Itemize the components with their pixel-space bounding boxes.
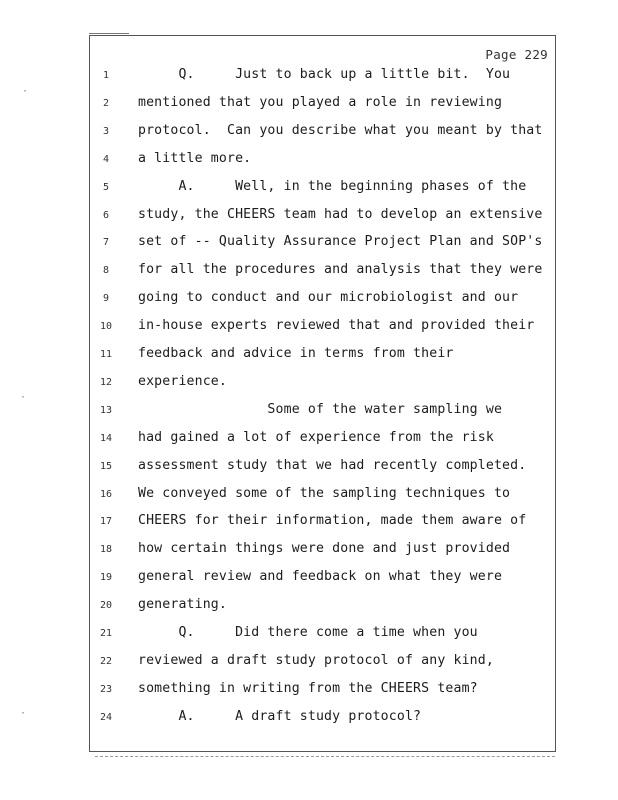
line-text: study, the CHEERS team had to develop an extensive: [138, 206, 543, 222]
transcript-line: [0, 597, 560, 617]
line-number: 17: [99, 516, 113, 528]
transcript-line: [0, 374, 560, 394]
bottom-rule: [95, 756, 555, 757]
line-number: 18: [99, 544, 113, 556]
line-number: 10: [99, 321, 113, 333]
transcript-line: [0, 318, 560, 338]
line-text: for all the procedures and analysis that they were: [138, 262, 543, 278]
line-number: 19: [99, 572, 113, 584]
line-text: mentioned that you played a role in reviewing: [138, 94, 503, 110]
line-number: 14: [99, 432, 113, 444]
line-text: A. A draft study protocol?: [138, 708, 422, 724]
transcript-line: [0, 123, 560, 143]
line-text: reviewed a draft study protocol of any kind,: [138, 652, 494, 668]
line-text: in-house experts reviewed that and provided their: [138, 318, 535, 334]
line-number: 2: [102, 97, 110, 109]
line-number: 16: [99, 488, 113, 500]
line-text: CHEERS for their information, made them aware of: [138, 513, 527, 529]
transcript-line: [0, 67, 560, 87]
margin-speck: ·: [20, 708, 27, 719]
line-number: 15: [99, 460, 113, 472]
margin-speck: ·: [22, 86, 29, 97]
line-text: general review and feedback on what they were: [138, 569, 503, 585]
line-number: 22: [99, 655, 113, 667]
transcript-line: [0, 430, 560, 450]
line-number: 11: [99, 349, 113, 360]
line-text: A. Well, in the beginning phases of the: [138, 178, 527, 194]
line-text: set of -- Quality Assurance Project Plan and SOP's: [138, 234, 543, 250]
line-number: 1: [102, 70, 110, 81]
line-number: 7: [102, 237, 110, 249]
transcript-line: [0, 513, 560, 533]
line-number: 12: [99, 376, 113, 388]
transcript-line: [0, 486, 560, 506]
line-number: 3: [102, 125, 110, 137]
transcript-line: [0, 625, 560, 645]
line-number: 8: [102, 265, 110, 277]
line-text: Q. Did there come a time when you: [138, 625, 478, 640]
transcript-line: [0, 151, 560, 171]
transcript-line: [0, 541, 560, 561]
line-number: 5: [102, 181, 110, 193]
line-text: Q. Just to back up a little bit. You: [138, 67, 511, 82]
transcript-line: [0, 346, 560, 366]
transcript-line: [0, 653, 560, 673]
line-number: 4: [102, 153, 110, 165]
line-text: had gained a lot of experience from the risk: [138, 429, 494, 445]
line-text: We conveyed some of the sampling techniques to: [138, 485, 511, 501]
line-number: 9: [102, 293, 110, 305]
line-text: something in writing from the CHEERS team?: [138, 680, 478, 696]
line-number: 21: [99, 628, 113, 639]
transcript-line: [0, 207, 560, 227]
line-number: 13: [99, 404, 113, 416]
line-text: protocol. Can you describe what you meant by that: [138, 122, 543, 138]
transcript-line: [0, 402, 560, 422]
frame-top-tick: [89, 33, 129, 34]
transcript-line: [0, 458, 560, 478]
transcript-line: [0, 234, 560, 254]
line-number: 23: [99, 683, 113, 695]
page-number: Page 229: [485, 47, 548, 62]
line-text: generating.: [138, 597, 227, 613]
line-text: a little more.: [138, 150, 252, 166]
margin-speck: ·: [20, 392, 27, 403]
line-text: Some of the water sampling we: [138, 401, 503, 417]
transcript-line: [0, 569, 560, 589]
transcript-line: [0, 681, 560, 701]
transcript-line: [0, 179, 560, 199]
line-text: assessment study that we had recently completed.: [138, 457, 527, 473]
transcript-line: [0, 709, 560, 729]
transcript-line: [0, 290, 560, 310]
transcript-line: [0, 262, 560, 282]
line-text: feedback and advice in terms from their: [138, 346, 454, 361]
line-text: going to conduct and our microbiologist and our: [138, 290, 519, 306]
line-text: experience.: [138, 373, 227, 389]
line-text: how certain things were done and just provided: [138, 541, 511, 557]
transcript-line: [0, 95, 560, 115]
line-number: 6: [102, 209, 110, 221]
line-number: 20: [99, 600, 113, 612]
line-number: 24: [99, 711, 113, 723]
